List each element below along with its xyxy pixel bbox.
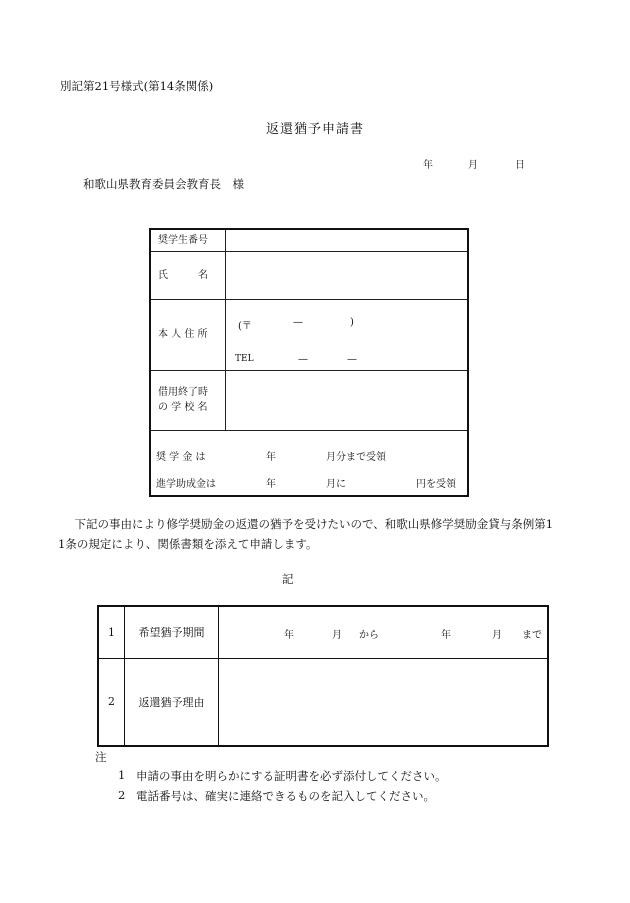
notes-heading: 注: [95, 750, 107, 764]
body-text-line-1: 下記の事由により修学奨励金の返還の猶予を受けたいので、和歌山県修学奨励金貸与条例第1: [63, 517, 554, 531]
period-month-1: 月: [332, 630, 342, 642]
school-label-line-2: の 学 校 名: [158, 402, 208, 413]
period-until: まで: [522, 630, 542, 642]
note-number: 1: [118, 768, 126, 782]
scholar-number-field[interactable]: [226, 229, 469, 251]
receipts-cell: [150, 430, 468, 496]
school-label: [150, 370, 226, 430]
date-year: 年: [423, 160, 433, 171]
postal-close: ): [350, 316, 354, 328]
period-year-1: 年: [284, 630, 294, 642]
aid-received: 円を受領: [416, 478, 456, 490]
name-label: 氏 名: [150, 251, 226, 299]
row-address: [150, 299, 468, 370]
aid-label: 進学助成金は: [156, 478, 216, 490]
tel-dash-1: —: [298, 353, 308, 365]
date-day: 日: [515, 160, 525, 171]
record-number: 2: [98, 658, 125, 746]
record-label: 希望猶予期間: [125, 606, 219, 658]
address-label: 本 人 住 所: [150, 299, 226, 370]
form-number: 別記第21号様式(第14条関係): [60, 79, 214, 93]
scholarship-label: 奨 学 金 は: [156, 451, 206, 463]
postal-open: (〒: [238, 320, 252, 332]
aid-month: 月に: [326, 478, 346, 490]
record-row-1: [98, 606, 548, 658]
scholarship-until: 月分まで受領: [326, 451, 386, 463]
period-year-2: 年: [441, 630, 451, 642]
aid-year: 年: [266, 478, 276, 490]
addressee: 和歌山県教育委員会教育長 様: [83, 177, 244, 191]
row-receipts: [150, 430, 468, 496]
note-number: 2: [118, 788, 126, 802]
ki-heading: 記: [282, 572, 294, 586]
body-text-line-2: 1条の規定により、関係書類を添えて申請します。: [58, 537, 318, 551]
record-label: 返還猶予理由: [125, 658, 219, 746]
period-from: から: [359, 630, 379, 642]
deferral-period-field[interactable]: [219, 606, 549, 658]
applicant-table: [149, 228, 469, 497]
address-field[interactable]: [226, 299, 469, 370]
scholarship-year: 年: [266, 451, 276, 463]
tel-dash-2: —: [347, 353, 357, 365]
scholar-number-label: 奨学生番号: [150, 229, 226, 251]
tel-label: TEL: [235, 353, 254, 364]
period-month-2: 月: [492, 630, 502, 642]
page-title: 返還猶予申請書: [265, 122, 364, 137]
row-name: [150, 251, 468, 299]
school-label-line-1: 借用終了時: [158, 387, 208, 398]
postal-dash: —: [293, 316, 303, 328]
record-row-2: [98, 658, 548, 746]
date-month: 月: [468, 160, 478, 171]
note-text: 申請の事由を明らかにする証明書を必ず添付してください。: [136, 769, 447, 783]
row-school: [150, 370, 468, 430]
records-table: [97, 605, 549, 747]
name-field[interactable]: [226, 251, 469, 299]
note-text: 電話番号は、確実に連絡できるものを記入してください。: [136, 789, 435, 803]
deferral-reason-field[interactable]: [219, 658, 549, 746]
school-field[interactable]: [226, 370, 469, 430]
record-number: 1: [98, 606, 125, 658]
row-scholar-number: [150, 229, 468, 251]
